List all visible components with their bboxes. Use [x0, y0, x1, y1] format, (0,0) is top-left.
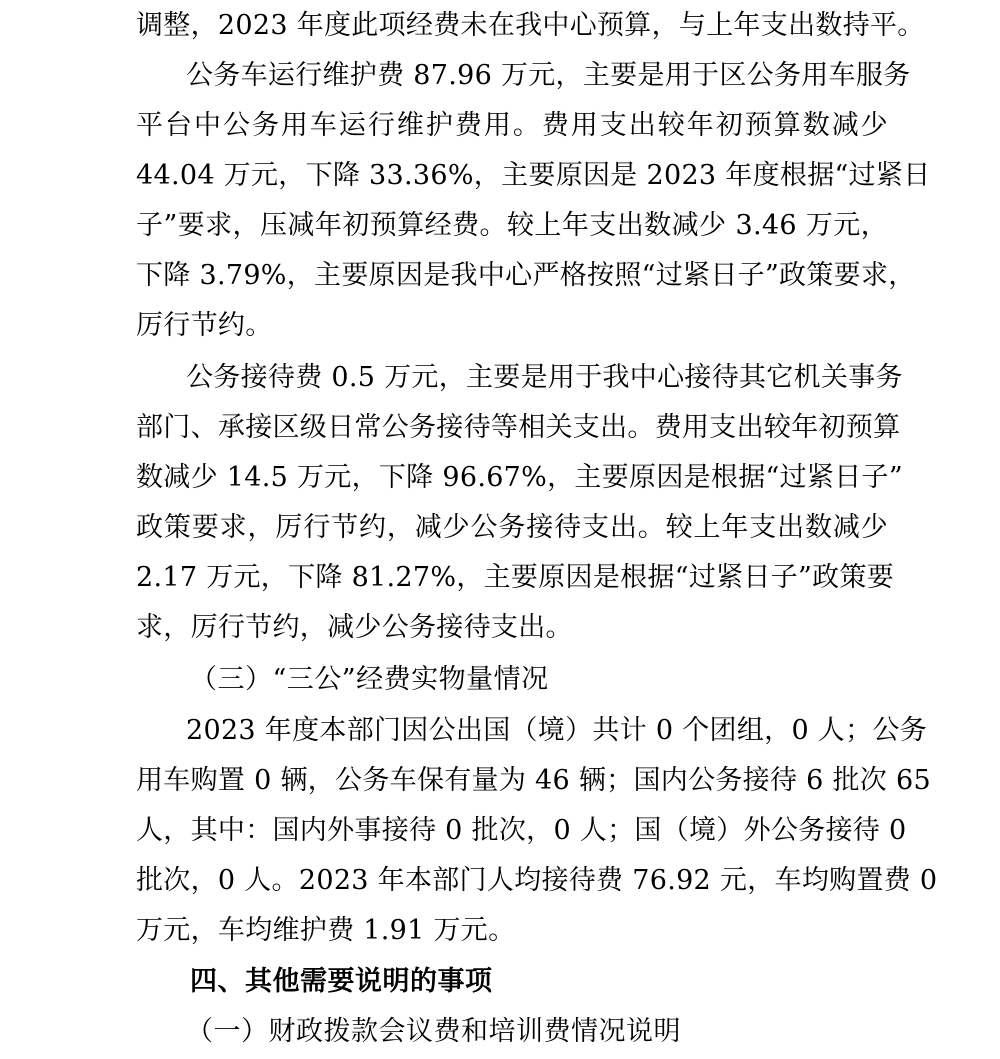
- paragraph-line: 用车购置 0 辆，公务车保有量为 46 辆；国内公务接待 6 批次 65: [136, 765, 931, 796]
- subsection-heading: （一）财政拨款会议费和培训费情况说明: [186, 1016, 681, 1047]
- section-heading-bold: 四、其他需要说明的事项: [190, 966, 493, 997]
- paragraph-line: 厉行节约。: [136, 310, 273, 341]
- paragraph-line: 政策要求，厉行节约，减少公务接待支出。较上年支出数减少: [136, 512, 888, 543]
- section-heading: （三）“三公”经费实物量情况: [190, 664, 549, 695]
- paragraph-line: 万元，车均维护费 1.91 万元。: [136, 915, 516, 946]
- paragraph-line: 调整，2023 年度此项经费未在我中心预算，与上年支出数持平。: [136, 10, 925, 41]
- paragraph-line: 下降 3.79%，主要原因是我中心严格按照“过紧日子”政策要求，: [136, 260, 916, 291]
- paragraph-line: 部门、承接区级日常公务接待等相关支出。费用支出较年初预算: [136, 412, 901, 443]
- paragraph-line: 平台中公务用车运行维护费用。费用支出较年初预算数减少: [136, 110, 888, 141]
- paragraph-line: 数减少 14.5 万元，下降 96.67%，主要原因是根据“过紧日子”: [136, 462, 903, 493]
- paragraph-line: 求，厉行节约，减少公务接待支出。: [136, 612, 573, 643]
- paragraph-line: 批次，0 人。2023 年本部门人均接待费 76.92 元，车均购置费 0: [136, 865, 938, 896]
- paragraph-line: 公务接待费 0.5 万元，主要是用于我中心接待其它机关事务: [186, 362, 903, 393]
- paragraph-line: 子”要求，压减年初预算经费。较上年支出数减少 3.46 万元，: [136, 210, 888, 241]
- paragraph-line: 2023 年度本部门因公出国（境）共计 0 个团组，0 人；公务: [186, 715, 927, 746]
- paragraph-line: 44.04 万元，下降 33.36%，主要原因是 2023 年度根据“过紧日: [136, 160, 931, 191]
- paragraph-line: 2.17 万元，下降 81.27%，主要原因是根据“过紧日子”政策要: [136, 562, 895, 593]
- paragraph-line: 人，其中：国内外事接待 0 批次，0 人；国（境）外公务接待 0: [136, 815, 907, 846]
- paragraph-line: 公务车运行维护费 87.96 万元，主要是用于区公务用车服务: [186, 60, 911, 91]
